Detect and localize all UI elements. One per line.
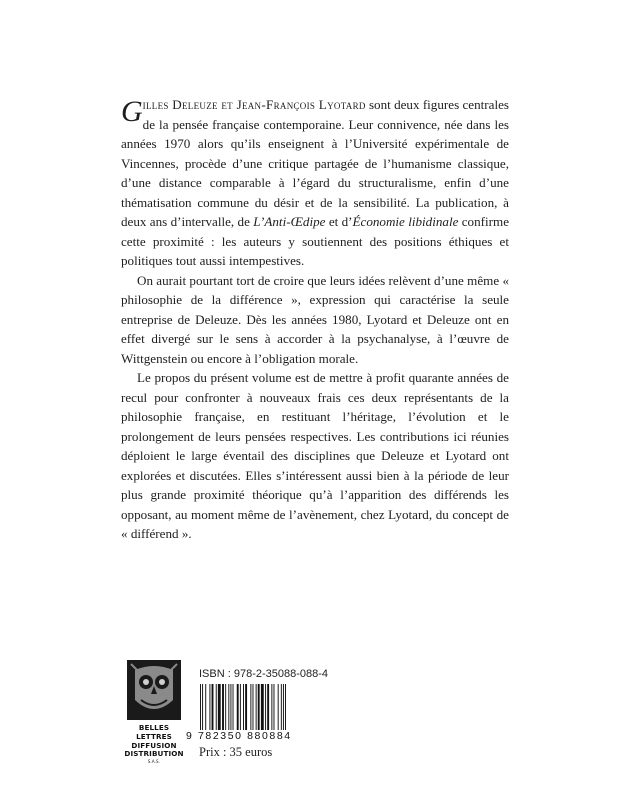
publisher-line-3: DISTRIBUTION <box>124 749 184 759</box>
publisher-line-4: S.A.S. <box>147 759 161 765</box>
paragraph-1 <box>121 95 509 271</box>
book-title-anti-oedipe: L’Anti-Œdipe <box>253 214 326 229</box>
paragraph-1-text-a: sont deux figures centrales de la pensée française contemporaine. Leur connivence, née dans les années 1970 alors qu’ils enseignent à l’Université expérimentale de Vincennes, procède d’une critique partagée de l’humanisme classique, d’une distance comparable à l’égard du structuralisme, enfin d’une thématisation commune du désir et de la sensibilité. La publication, à deux ans d’intervalle, de <box>121 97 509 229</box>
paragraph-2: On aurait pourtant tort de croire que leurs idées relèvent d’une même « philosophie de la différence », expression qui caractérise la seule entreprise de Deleuze. Dès les années 1980, Lyotard et Deleuze ont en effet divergé sur le sens à accorder à la psychanalyse, à l’œuvre de Wittgenstein ou encore à l’obligation morale. <box>121 272 509 366</box>
isbn-text: ISBN : 978-2-35088-088-4 <box>199 668 329 680</box>
publisher-logo-icon <box>127 660 181 720</box>
price-text: Prix : 35 euros <box>199 745 273 759</box>
back-cover-text <box>121 95 509 544</box>
barcode-icon <box>199 684 317 730</box>
drop-cap: G <box>121 95 143 128</box>
paragraph-1-text-c: confirme cette proximité : les auteurs y soutiennent des positions éthiques et politiques tout aussi intempestives. <box>121 214 510 268</box>
paragraph-1-text-b: et d’ <box>325 214 353 229</box>
publisher-line-2: DIFFUSION <box>131 740 177 750</box>
barcode-digits: 9 782350 880884 <box>186 730 292 742</box>
paragraph-3: Le propos du présent volume est de mettre à profit quarante années de recul pour confronter à nouveaux frais ces deux représentants de la philosophie française, en restituant l’héritage, l’évolution et le prolongement de leurs pensées respectives. Les contributions ici réunies déploient le large éventail des disciplines que Deleuze et Lyotard ont explorées et discutées. Elles s’intéressent aussi bien à la période de leur plus grande proximité théorique qu’à l’apparition des différends les opposant, au moment même de l’avènement, chez Lyotard, du concept de « différend ». <box>121 370 509 541</box>
publisher-line-1: BELLES LETTRES <box>136 723 172 741</box>
publisher-name <box>120 724 188 765</box>
book-title-economie-libidinale: Économie libidinale <box>352 214 459 229</box>
authors-names: illes Deleuze et Jean-François Lyotard <box>142 97 366 112</box>
